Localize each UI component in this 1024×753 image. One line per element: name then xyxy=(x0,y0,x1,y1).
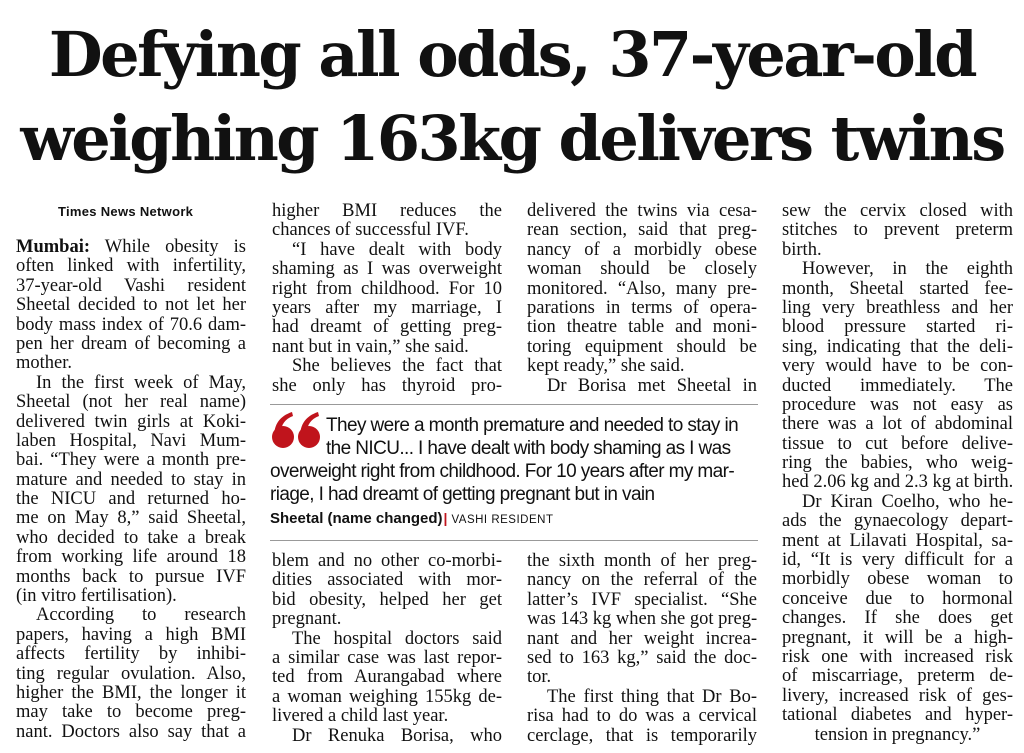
col3-line: the sixth month of her preg- xyxy=(527,552,757,571)
col2-line: bid obesity, helped her get xyxy=(272,590,502,610)
col2-line: livered a child last year. xyxy=(272,707,449,727)
quote-source-role: VASHI RESIDENT xyxy=(451,514,554,526)
col3-line: cerclage, that is temporarily xyxy=(527,726,757,746)
byline: Times News Network xyxy=(58,204,194,219)
article-column-2-bottom xyxy=(272,552,502,746)
col2-line: blem and no other co-morbi- xyxy=(272,552,502,571)
first-line xyxy=(16,238,246,257)
col3-line: nancy of a morbidly obese xyxy=(527,240,757,260)
quote-source-name: Sheetal (name changed) xyxy=(270,510,443,527)
col4-line: blood pressure started ri- xyxy=(782,318,1013,338)
col4-line: hed 2.06 kg and 2.3 kg at birth. xyxy=(782,473,1013,493)
quote-marks-icon xyxy=(270,408,322,452)
col2-line: a woman weighing 155kg de- xyxy=(272,687,502,707)
col4-line: sing, indicating that the deli- xyxy=(782,337,1013,357)
pullquote-bottom-rule xyxy=(270,540,758,541)
col4-line: changes. If she does get xyxy=(782,609,1013,629)
col1-line: may take to become preg- xyxy=(16,703,246,723)
col4-line: livery, increased risk of ges- xyxy=(782,686,1013,706)
col3-line: nant and her weight increa- xyxy=(527,629,757,649)
col1-line: According to research xyxy=(36,606,246,626)
col4-line: tension in pregnancy.” xyxy=(814,725,981,745)
col1-line: pen her dream of becoming a xyxy=(16,334,246,354)
col3-line: kept ready,” she said. xyxy=(527,357,685,377)
col4-line: morbidly obese woman to xyxy=(782,570,1013,590)
col3-line: nancy on the referral of the xyxy=(527,571,757,591)
col2-line: higher BMI reduces the xyxy=(272,202,502,221)
col1-line: In the first week of May, xyxy=(36,373,246,393)
col4-line: very would have to be con- xyxy=(782,357,1013,377)
col1-line: ting regular ovulation. Also, xyxy=(16,664,246,684)
col1-line: the NICU and returned ho- xyxy=(16,490,246,510)
col1-line: laben Hospital, Navi Mum- xyxy=(16,431,246,451)
col4-line: tational diabetes and hyper- xyxy=(782,706,1013,726)
col2-line: years after my marriage, I xyxy=(272,298,502,318)
article-column-1 xyxy=(16,238,246,742)
col4-line: Dr Kiran Coelho, who he- xyxy=(802,492,1013,512)
col1-line: often linked with infertility, xyxy=(16,257,246,277)
col3-line: rean section, said that preg- xyxy=(527,221,757,241)
pullquote xyxy=(270,406,758,540)
col3-line: tion theatre table and moni- xyxy=(527,318,757,338)
pullquote-line-2: the NICU... I have dealt with body shaming as I was xyxy=(326,438,731,459)
col2-line: dities associated with mor- xyxy=(272,571,502,591)
col3-line: delivered the twins via cesa- xyxy=(527,202,757,221)
col3-line: Dr Borisa met Sheetal in xyxy=(547,376,757,396)
col1-line: bai. “They were a month pre- xyxy=(16,451,246,471)
col2-line: had dreamt of getting preg- xyxy=(272,318,502,338)
col4-line: there was a lot of abdominal xyxy=(782,415,1013,435)
col1-line: who decided to take a break xyxy=(16,528,246,548)
article-column-4 xyxy=(782,202,1013,745)
col1-line: affects fertility by inhibi- xyxy=(16,645,246,665)
col3-line: was 143 kg when she got preg- xyxy=(527,610,757,630)
col2-line: shaming as I was overweight xyxy=(272,260,502,280)
article-column-3-bottom xyxy=(527,552,757,746)
col1-line: 37-year-old Vashi resident xyxy=(16,276,246,296)
col4-line: However, in the eighth xyxy=(802,260,1013,280)
col2-line: pregnant. xyxy=(272,610,342,630)
col1-line: mature and needed to stay in xyxy=(16,470,246,490)
col4-line: stitches to prevent preterm xyxy=(782,221,1013,241)
col1-line: body mass index of 70.6 dam- xyxy=(16,315,246,335)
col1-line: While obesity is xyxy=(104,238,246,257)
article-column-3-top xyxy=(527,202,757,396)
col1-line: delivered twin girls at Koki- xyxy=(16,412,246,432)
pullquote-line-1: They were a month premature and needed to stay in xyxy=(326,415,739,436)
pullquote-top-rule xyxy=(270,404,758,405)
col4-line: pregnant, it will be a high- xyxy=(782,628,1013,648)
col4-line: conceive due to hormonal xyxy=(782,589,1013,609)
col4-line: procedure was not easy as xyxy=(782,395,1013,415)
col2-line: The hospital doctors said xyxy=(292,629,502,649)
col1-line: (in vitro fertilisation). xyxy=(16,587,177,607)
col2-line: Dr Renuka Borisa, who xyxy=(292,726,502,746)
col2-line: chances of successful IVF. xyxy=(272,221,469,241)
attribution-divider: | xyxy=(443,510,448,526)
col2-line: “I have dealt with body xyxy=(292,240,502,260)
col3-line: parations in terms of opera- xyxy=(527,298,757,318)
col2-line: ted from Aurangabad where xyxy=(272,668,502,688)
col1-line: from working life around 18 xyxy=(16,548,246,568)
col4-line: ling very breathless and her xyxy=(782,298,1013,318)
col3-line: sed to 163 kg,” said the doc- xyxy=(527,648,757,668)
pullquote-line-3: overweight right from childhood. For 10 years after my mar- xyxy=(270,461,735,482)
col4-line: risk one with increased risk xyxy=(782,647,1013,667)
pullquote-attribution xyxy=(270,510,553,527)
col4-line: id, “It is very difficult for a xyxy=(782,551,1013,571)
headline-line-2: weighing 163kg delivers twins xyxy=(20,102,1004,175)
col1-line: mother. xyxy=(16,354,73,374)
col2-line: right from childhood. For 10 xyxy=(272,279,502,299)
col4-line: month, Sheetal started fee- xyxy=(782,279,1013,299)
col1-line: Sheetal decided to not let her xyxy=(16,296,246,316)
col2-line: a similar case was last repor- xyxy=(272,648,502,668)
dateline: Mumbai: xyxy=(16,238,90,257)
col1-line: me on May 8,” said Sheetal, xyxy=(16,509,246,529)
col2-line: she only has thyroid pro- xyxy=(272,376,502,396)
col2-line: nant but in vain,” she said. xyxy=(272,337,469,357)
col3-line: The first thing that Dr Bo- xyxy=(547,687,757,707)
col1-line: nant. Doctors also say that a xyxy=(16,722,246,742)
col3-line: woman should be closely xyxy=(527,260,757,280)
col1-line: papers, having a high BMI xyxy=(16,625,246,645)
col4-line: ring the babies, who weig- xyxy=(782,454,1013,474)
col4-line: ads the gynaecology depart- xyxy=(782,512,1013,532)
col3-line: monitored. “Also, many pre- xyxy=(527,279,757,299)
col3-line: risa had to do was a cervical xyxy=(527,707,757,727)
col1-line: months back to pursue IVF xyxy=(16,567,246,587)
col1-line: higher the BMI, the longer it xyxy=(16,683,246,703)
col4-line: ment at Lilavati Hospital, sa- xyxy=(782,531,1013,551)
col1-line: Sheetal (not her real name) xyxy=(16,393,246,413)
col3-line: toring equipment should be xyxy=(527,337,757,357)
pullquote-line-4: riage, I had dreamt of getting pregnant but in vain xyxy=(270,484,655,505)
col4-line: ducted immediately. The xyxy=(782,376,1013,396)
headline-line-1: Defying all odds, 37-year-old xyxy=(48,18,976,91)
col4-line: of miscarriage, preterm de- xyxy=(782,667,1013,687)
col4-line: birth. xyxy=(782,240,822,260)
col3-line: latter’s IVF specialist. “She xyxy=(527,590,757,610)
col4-line: sew the cervix closed with xyxy=(782,202,1013,221)
col4-line: tissue to cut before delive- xyxy=(782,434,1013,454)
col2-line: She believes the fact that xyxy=(292,357,502,377)
article-column-2-top xyxy=(272,202,502,396)
col3-line: tor. xyxy=(527,668,552,688)
